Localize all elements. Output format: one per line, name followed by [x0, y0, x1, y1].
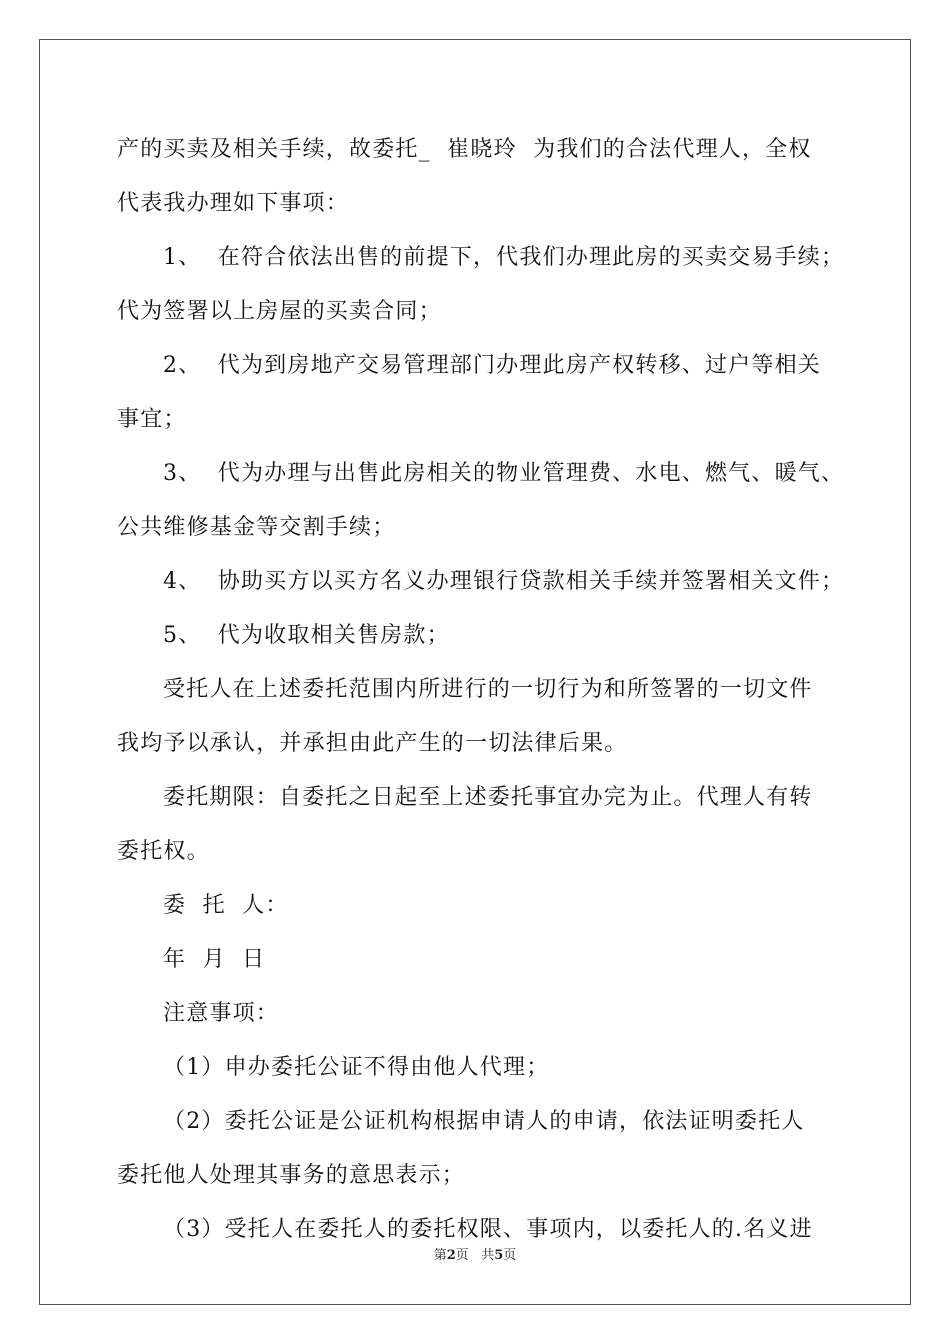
- text-line: 注意事项：: [163, 1001, 280, 1026]
- text-line: 代表我办理如下事项：: [117, 191, 350, 216]
- text-line: 年 月 日: [163, 947, 266, 972]
- page-current: 2: [446, 1248, 456, 1263]
- text-line: 1、 在符合依法出售的前提下，代我们办理此房的买卖交易手续；: [163, 245, 845, 270]
- text-line: （1）申办委托公证不得由他人代理；: [163, 1055, 550, 1080]
- text-line: 委托期限：自委托之日起至上述委托事宜办完为止。代理人有转: [163, 785, 813, 810]
- page-footer: [0, 1247, 950, 1265]
- page-total: 5: [494, 1248, 504, 1263]
- text-line: 委托权。: [117, 839, 210, 864]
- total-suffix: 页: [503, 1248, 517, 1263]
- page-prefix: 第: [433, 1248, 447, 1263]
- text-line: 委 托 人：: [163, 893, 289, 918]
- text-line: 5、 代为收取相关售房款；: [163, 623, 450, 648]
- text-line: 公共维修基金等交割手续；: [117, 515, 396, 540]
- total-prefix: 共: [481, 1248, 495, 1263]
- text-line: 3、 代为办理与出售此房相关的物业管理费、水电、燃气、暖气、: [163, 461, 845, 486]
- text-line: 产的买卖及相关手续，故委托_ 崔晓玲 为我们的合法代理人，全权: [117, 137, 812, 162]
- text-line: 事宜；: [117, 407, 187, 432]
- text-line: （3）受托人在委托人的委托权限、事项内，以委托人的.名义进: [163, 1217, 813, 1242]
- text-line: 委托他人处理其事务的意思表示；: [117, 1163, 466, 1188]
- text-line: 代为签署以上房屋的买卖合同；: [117, 299, 442, 324]
- text-line: 我均予以承认，并承担由此产生的一切法律后果。: [117, 731, 628, 756]
- page-suffix: 页: [455, 1248, 469, 1263]
- text-line: 受托人在上述委托范围内所进行的一切行为和所签署的一切文件: [163, 677, 813, 702]
- text-line: 2、 代为到房地产交易管理部门办理此房产权转移、过户等相关: [163, 353, 821, 378]
- text-line: 4、 协助买方以买方名义办理银行贷款相关手续并签署相关文件；: [163, 569, 845, 594]
- text-line: （2）委托公证是公证机构根据申请人的申请，依法证明委托人: [163, 1109, 805, 1134]
